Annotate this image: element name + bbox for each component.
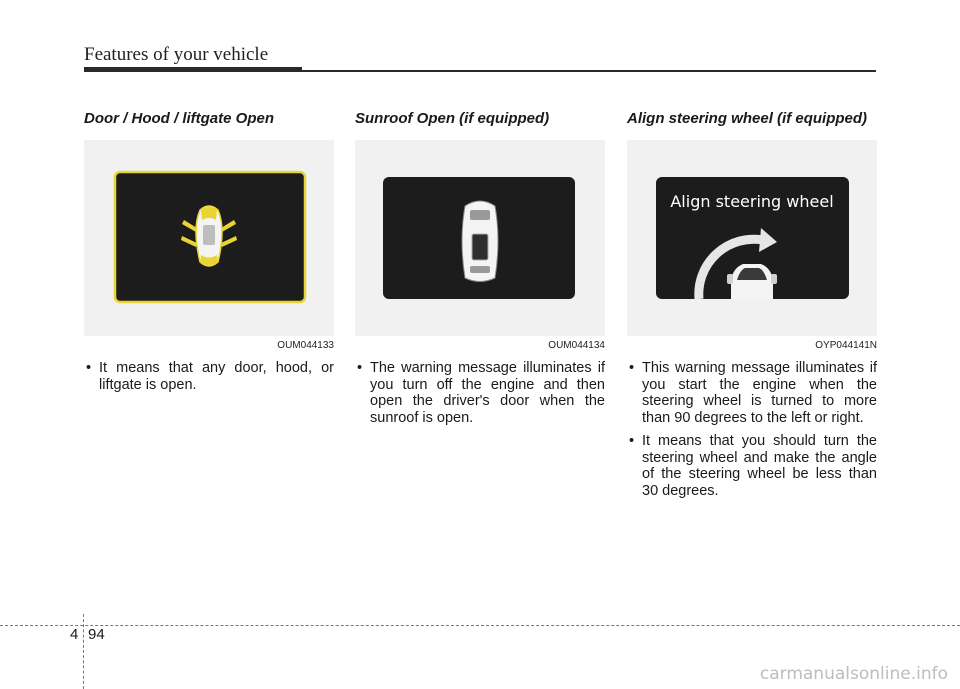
bullet-list bbox=[355, 360, 605, 426]
car-sunroof-icon bbox=[462, 201, 498, 282]
footer-divider bbox=[83, 614, 84, 689]
image-code: OYP044141N bbox=[815, 340, 877, 351]
bullet-item: • It means that any door, hood, or liftgate is open. bbox=[84, 360, 334, 393]
display-message: Align steering wheel bbox=[670, 192, 834, 211]
section-align-steering bbox=[627, 110, 877, 506]
chapter-number: 4 bbox=[70, 626, 79, 643]
bullet-list bbox=[627, 360, 877, 499]
watermark: carmanualsonline.info bbox=[759, 664, 948, 684]
section-title: Door / Hood / liftgate Open bbox=[84, 110, 274, 127]
bullet-item: • It means that you should turn the steering wheel and make the angle of the steering wheel be less than 30 degrees. bbox=[627, 433, 877, 499]
header-rule-thin bbox=[302, 70, 876, 72]
section-title: Align steering wheel (if equipped) bbox=[627, 110, 868, 127]
footer-rule bbox=[0, 625, 960, 626]
image-code: OUM044134 bbox=[548, 340, 605, 351]
sunroof-open-illustration bbox=[355, 140, 605, 336]
door-open-illustration bbox=[84, 140, 334, 336]
page-header-title: Features of your vehicle bbox=[84, 44, 269, 65]
bullet-item: • This warning message illuminates if you start the engine when the steering wheel is turned to more than 90 degrees to the left or right. bbox=[627, 360, 877, 426]
bullet-item: • The warning message illuminates if you turn off the engine and then open the driver's door when the sunroof is open. bbox=[355, 360, 605, 426]
align-steering-illustration bbox=[627, 140, 877, 336]
header-rule-thick bbox=[84, 67, 302, 72]
section-title: Sunroof Open (if equipped) bbox=[355, 110, 550, 127]
page-number: 94 bbox=[88, 626, 105, 643]
image-code: OUM044133 bbox=[277, 340, 334, 351]
section-sunroof-open bbox=[355, 110, 605, 433]
section-door-open bbox=[84, 110, 334, 400]
bullet-list bbox=[84, 360, 334, 393]
